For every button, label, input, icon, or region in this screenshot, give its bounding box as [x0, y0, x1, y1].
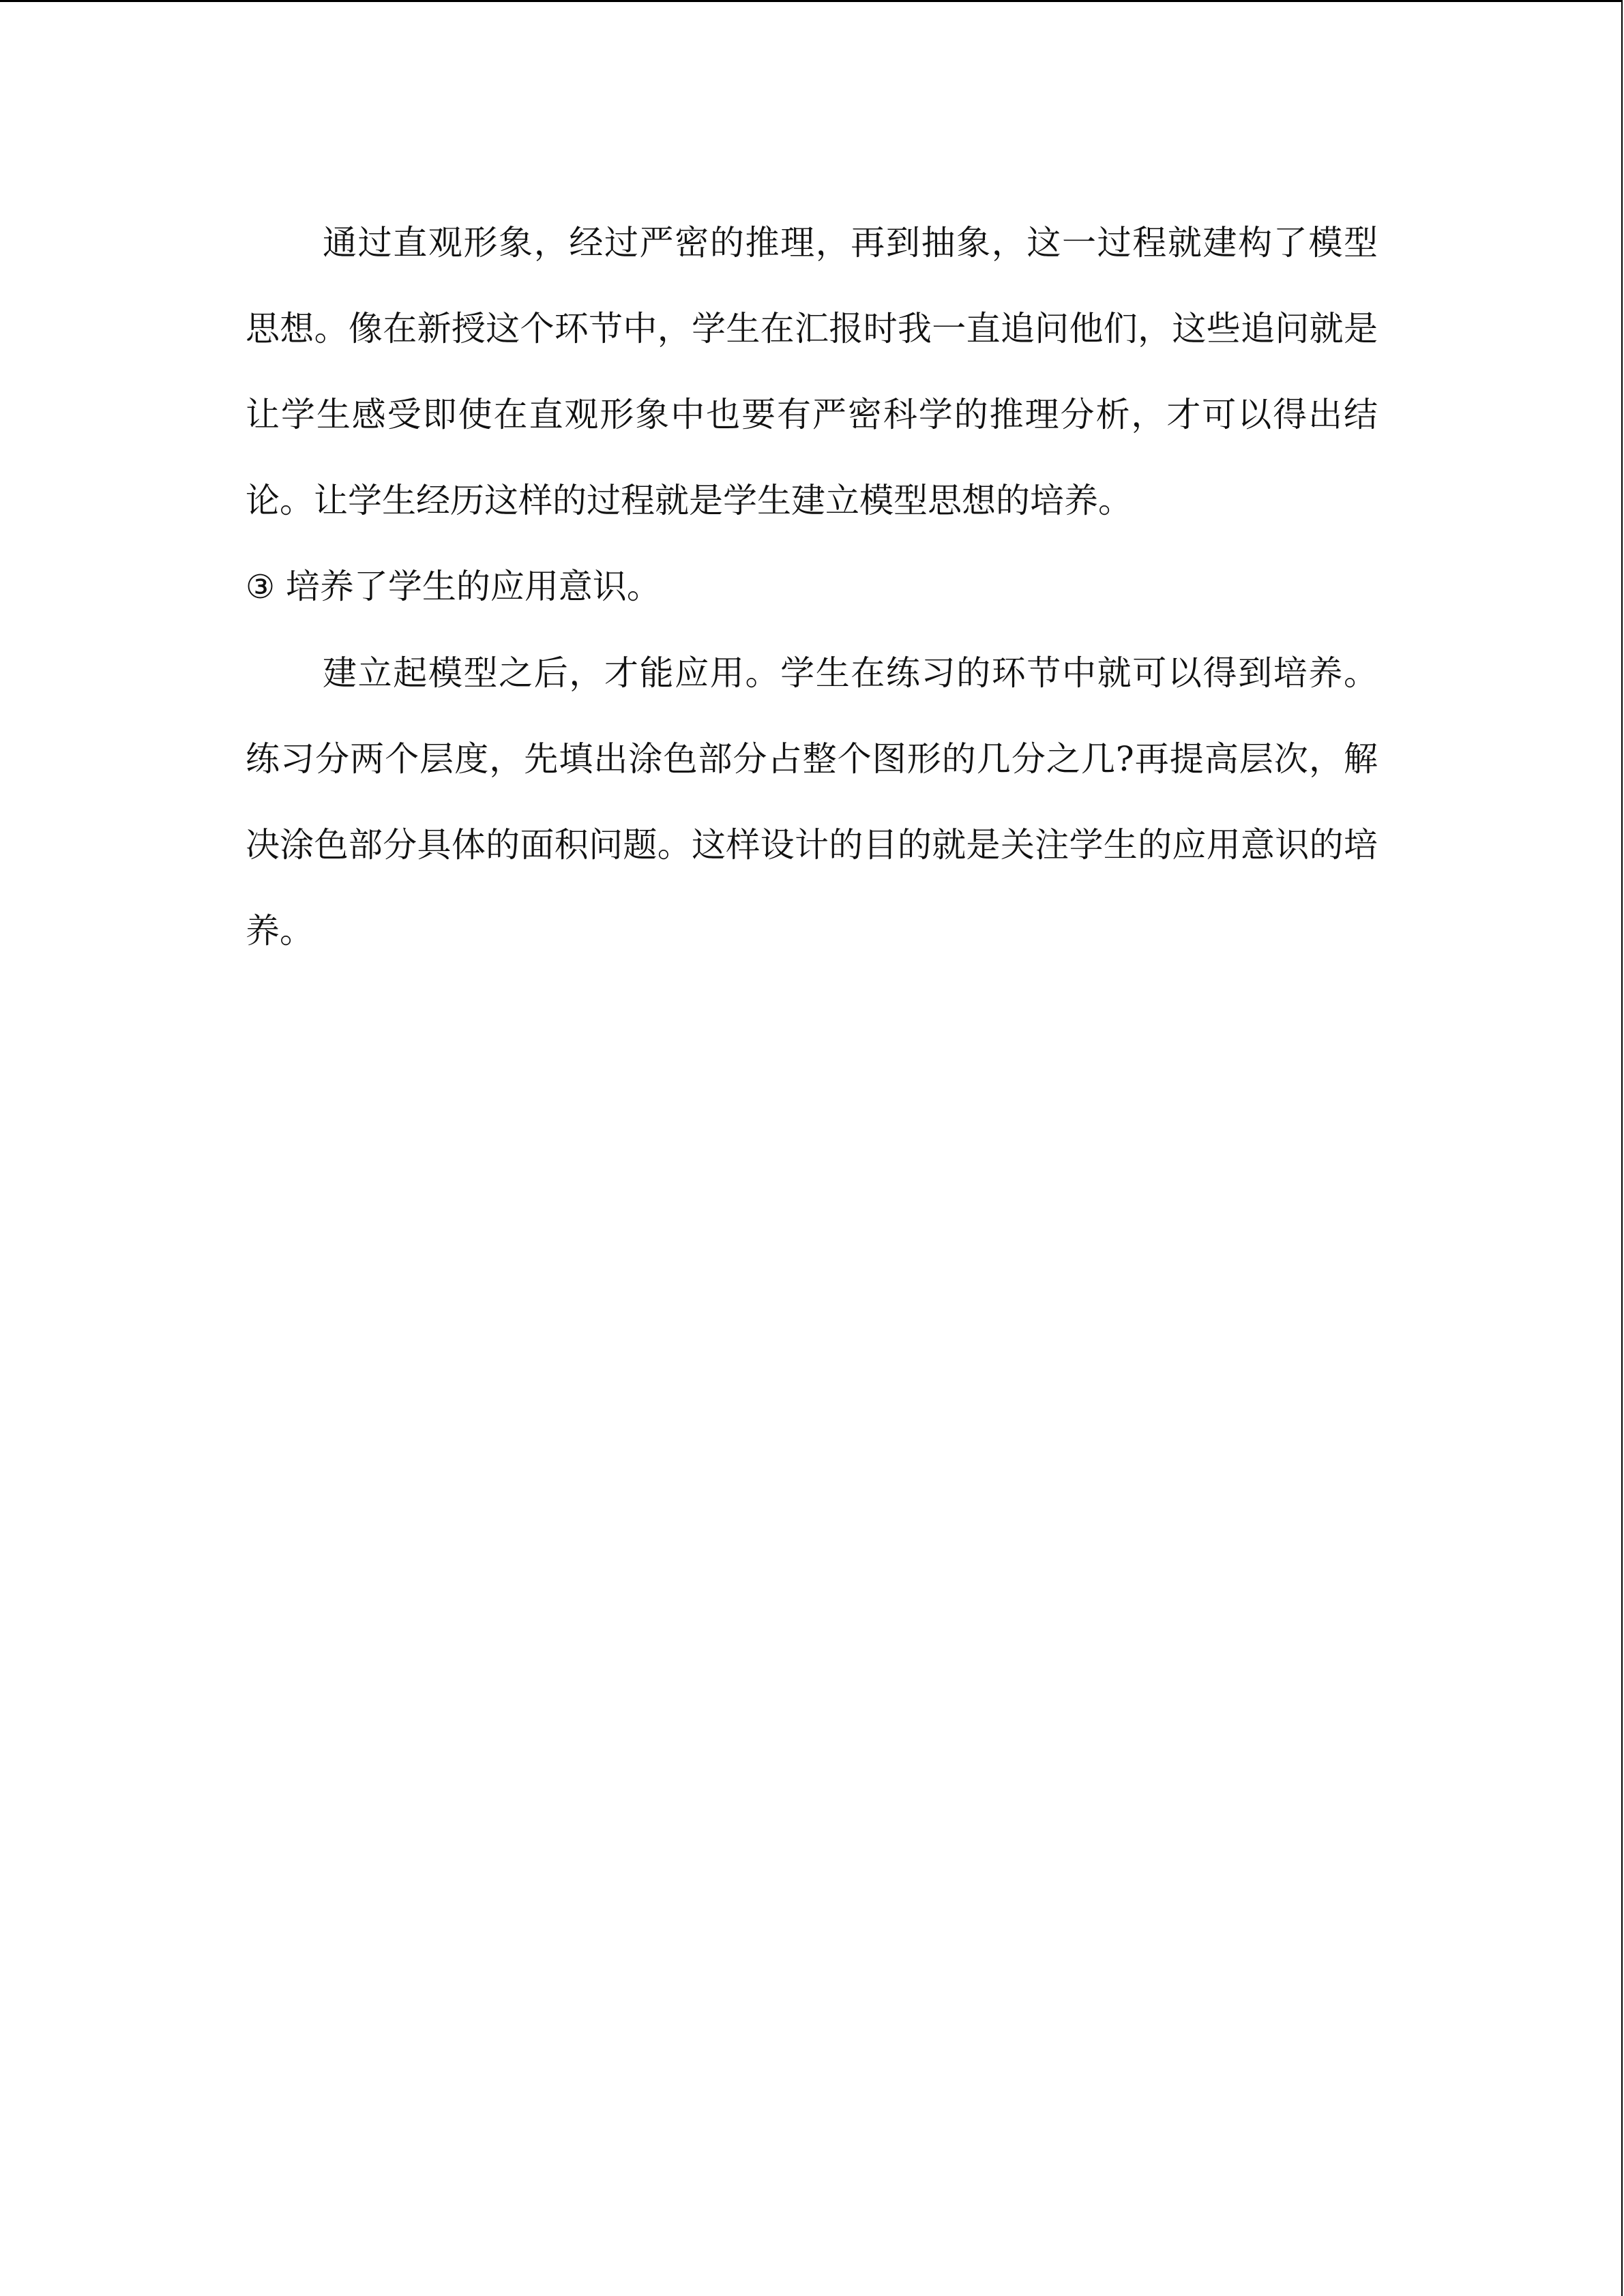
- document-body: [246, 200, 1378, 974]
- section-heading-text: 培养了学生的应用意识。: [275, 567, 661, 606]
- section-heading-application: [246, 543, 1378, 630]
- paragraph-model-thinking: 通过直观形象，经过严密的推理，再到抽象，这一过程就建构了模型思想。像在新授这个环节中，学生在汇报时我一直追问他们，这些追问就是让学生感受即使在直观形象中也要有严密科学的推理分析，才可以得出结论。让学生经历这样的过程就是学生建立模型思想的培养。: [246, 223, 1378, 520]
- circled-number-marker: ③: [246, 568, 276, 606]
- paragraph-application-awareness: 建立起模型之后，才能应用。学生在练习的环节中就可以得到培养。练习分两个层度，先填出涂色部分占整个图形的几分之几?再提高层次，解决涂色部分具体的面积问题。这样设计的目的就是关注学生的应用意识的培养。: [246, 653, 1378, 951]
